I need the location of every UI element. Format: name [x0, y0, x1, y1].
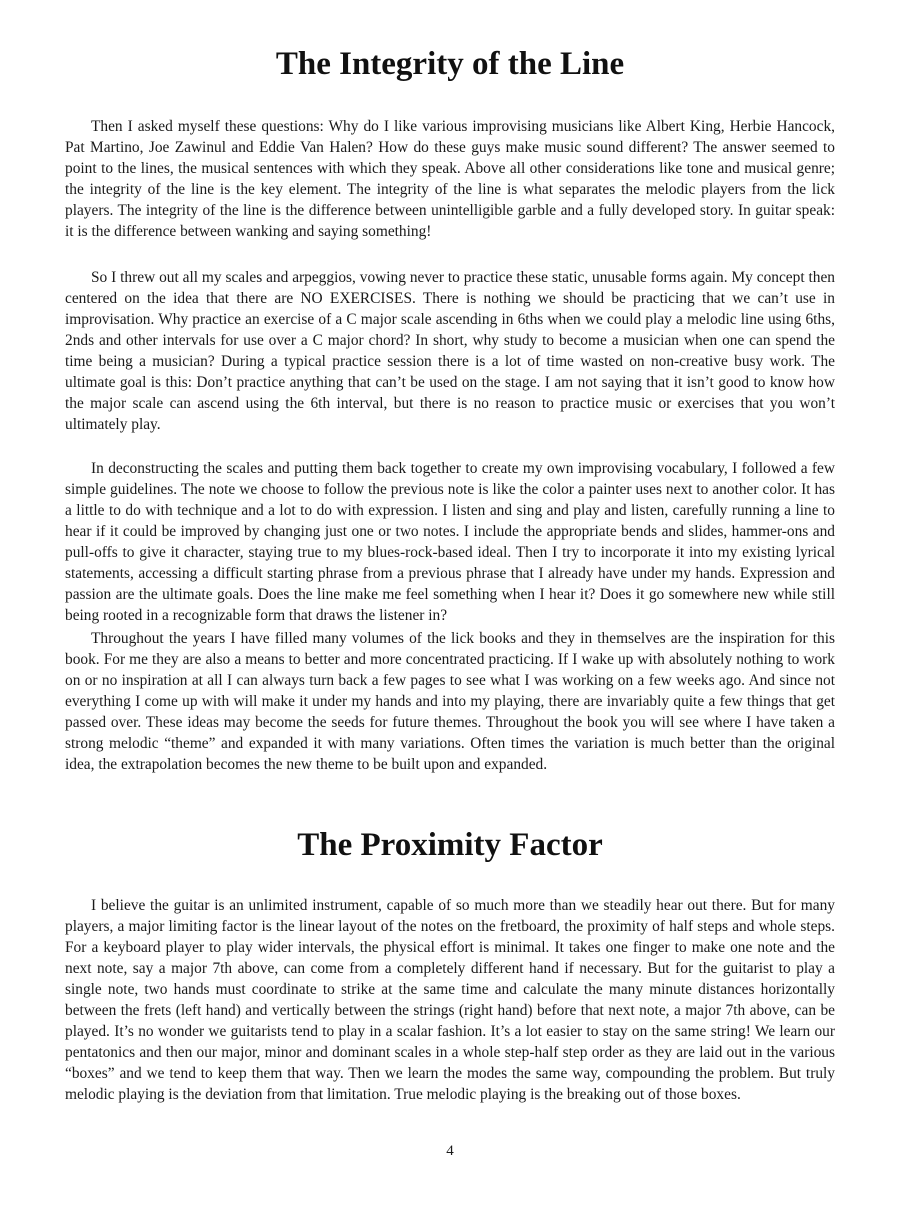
paragraph: I believe the guitar is an unlimited instrument, capable of so much more than we steadily hear out there. But for many players, a major limiting factor is the linear layout of the notes on the fretboard, the proximity of half steps and whole steps. For a keyboard player to play wider intervals, the physical effort is minimal. It takes one finger to make one note and the next note, say a major 7th above, can come from a completely different hand if necessary. But for the guitarist to play a single note, two hands must coordinate to strike at the same time and calculate the many minute distances horizontally between the frets (left hand) and vertically between the strings (right hand) before that next note, a major 7th above, can be played. It’s no wonder we guitarists tend to play in a scalar fashion. It’s a lot easier to stay on the same string! We learn our pentatonics and then our major, minor and dominant scales in a whole step-half step order as they are laid out in the various “boxes” and we tend to keep them that way. Then we learn the modes the same way, compounding the problem. But truly melodic playing is the deviation from that limitation. True melodic playing is the breaking out of those boxes. [65, 897, 835, 1103]
page-number: 4 [446, 1143, 454, 1159]
section-title-integrity: The Integrity of the Line [275, 46, 625, 82]
paragraph: So I threw out all my scales and arpeggios, vowing never to practice these static, unusable forms again. My concept then centered on the idea that there are NO EXERCISES. There is nothing we should be practicing that we can’t use in improvisation. Why practice an exercise of a C major scale ascending in 6ths when we could play a melodic line using 6ths, 2nds and other intervals for use over a C major chord? In short, why study to become a musician when one can spend the time being a musician? During a typical practice session there is a lot of time wasted on non-creative busy work. The ultimate goal is this: Don’t practice anything that can’t be used on the stage. I am not saying that it isn’t good to know how the major scale can ascend using the 6th interval, but there is no reason to practice music or exercises that you won’t ultimately play. [65, 269, 835, 433]
paragraph: In deconstructing the scales and putting them back together to create my own improvising vocabulary, I followed a few simple guidelines. The note we choose to follow the previous note is like the color a painter uses next to another color. It has a little to do with technique and a lot to do with expression. I listen and sing and play and listen, carefully running a line to hear if it could be improved by changing just one or two notes. I include the appropriate bends and slides, hammer-ons and pull-offs to give it character, staying true to my blues-rock-based ideal. Then I try to incorporate it into my existing lyrical statements, accessing a difficult starting phrase from a previous phrase that I already have under my hands. Expression and passion are the ultimate goals. Does the line make me feel something when I hear it? Does it go somewhere new while still being rooted in a recognizable form that draws the listener in? [65, 460, 835, 624]
section-title-proximity: The Proximity Factor [297, 827, 603, 863]
paragraph: Throughout the years I have filled many volumes of the lick books and they in themselves are the inspiration for this book. For me they are also a means to better and more concentrated practicing. If I wake up with absolutely nothing to work on or no inspiration at all I can always turn back a few pages to see what I was working on a few weeks ago. And since not everything I come up with will make it under my hands and into my playing, there are invariably quite a few things that get passed over. These ideas may become the seeds for future themes. Throughout the book you will see where I have taken a strong melodic “theme” and expanded it with many variations. Often times the variation is much better than the original idea, the extrapolation becomes the new theme to be built upon and expanded. [65, 630, 835, 773]
paragraph: Then I asked myself these questions: Why do I like various improvising musicians like Albert King, Herbie Hancock, Pat Martino, Joe Zawinul and Eddie Van Halen? How do these guys make music sound different? The answer seemed to point to the lines, the musical sentences with which they speak. Above all other considerations like tone and musical genre; the integrity of the line is the key element. The integrity of the line is what separates the melodic players from the lick players. The integrity of the line is the difference between unintelligible garble and a fully developed story. In guitar speak: it is the difference between wanking and saying something! [65, 118, 835, 240]
